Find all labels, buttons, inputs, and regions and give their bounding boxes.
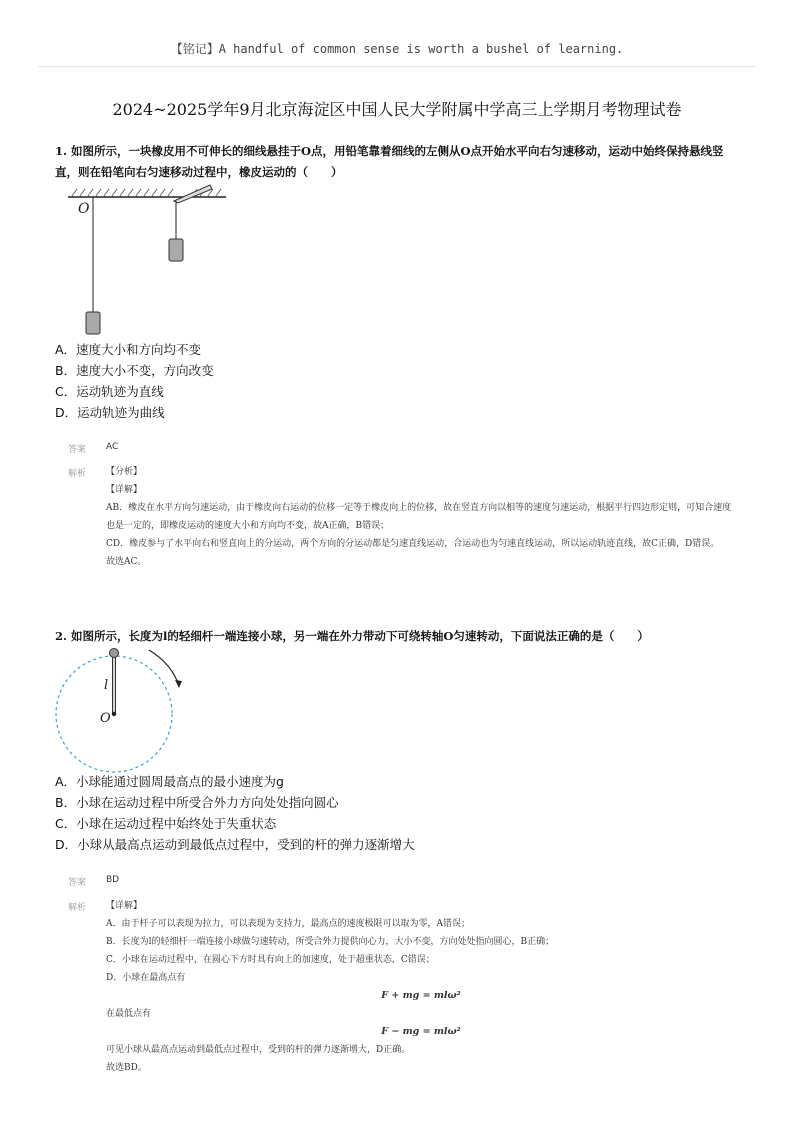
- q1-expl-line: CD．橡皮参与了水平向右和竖直向上的分运动，两个方向的分运动都是匀速直线运动，合运动也为匀速直线运动，所以运动轨迹直线，故C正确，D错误。: [106, 539, 720, 549]
- q1-explanation-label: 解析: [68, 469, 87, 479]
- rotation-arrow-icon: [149, 650, 179, 686]
- q1-option-b: B．速度大小不变，方向改变: [55, 363, 214, 378]
- ball: [110, 649, 119, 658]
- q1-expl-line: AB．橡皮在水平方向匀速运动，由于橡皮向右运动的位移一定等于橡皮向上的位移，故在竖直方向以相等的速度匀速运动，根据平行四边形定则，可知合速度也是一定的，即橡皮运动的速度大小和方向均不变，故A正确，B错误；: [106, 503, 732, 531]
- q2-expl-line: 【详解】: [106, 901, 143, 911]
- q1-answer-label: 答案: [68, 445, 87, 455]
- q2-expl-line: C．小球在运动过程中，在圆心下方时具有向上的加速度，处于超重状态，C错误；: [106, 955, 435, 965]
- q2-explanation: [106, 897, 736, 1077]
- q2-expl-line: 可见小球从最高点运动到最低点过程中，受到的杆的弹力逐渐增大，D正确。: [106, 1045, 411, 1055]
- point-o-label: O: [78, 201, 90, 217]
- q2-answer-value: BD: [106, 875, 120, 885]
- q2-expl-line: 在最低点有: [106, 1009, 152, 1019]
- rod-length-label: l: [104, 678, 109, 693]
- pivot-o-label: O: [100, 711, 111, 726]
- q2-options: [55, 771, 415, 855]
- q2-expl-line: D．小球在最高点有: [106, 973, 186, 983]
- q2-expl-line: B．长度为l的轻细杆一端连接小球做匀速转动，所受合外力提供向心力，大小不变，方向处处指向圆心，B正确；: [106, 937, 555, 947]
- q2-expl-line: 故选BD。: [106, 1063, 147, 1073]
- q1-expl-line: 【详解】: [106, 485, 143, 495]
- q2-option-c: C．小球在运动过程中始终处于失重状态: [55, 816, 277, 831]
- q2-option-a: A．小球能通过圆周最高点的最小速度为g: [55, 774, 284, 789]
- q1-options: [55, 339, 214, 423]
- formula-bottom: F − mg = mlω²: [381, 1026, 461, 1037]
- q1-expl-line: 【分析】: [106, 467, 143, 477]
- q1-option-a: A．速度大小和方向均不变: [55, 342, 202, 357]
- q1-option-c: C．运动轨迹为直线: [55, 384, 164, 399]
- q2-option-d: D．小球从最高点运动到最低点过程中，受到的杆的弹力逐渐增大: [55, 837, 415, 852]
- q1-option-d: D．运动轨迹为曲线: [55, 405, 165, 420]
- q2-stem: 2. 如图所示，长度为l的轻细杆一端连接小球，另一端在外力带动下可绕转轴O匀速转动，下面说法正确的是（ ）: [55, 629, 649, 643]
- page-title: 2024~2025学年9月北京海淀区中国人民大学附属中学高三上学期月考物理试卷: [112, 100, 682, 119]
- pencil-icon: [174, 185, 212, 203]
- header-divider: [38, 66, 756, 67]
- q2-expl-line: A．由于杆子可以表现为拉力，可以表现为支持力，最高点的速度极限可以取为零，A错误；: [106, 919, 471, 929]
- q2-figure: [52, 644, 192, 772]
- q1-expl-line: 故选AC。: [106, 557, 147, 567]
- pivot-o: [112, 712, 116, 716]
- page-header-motto: 【铭记】A handful of common sense is worth a bushel of learning.: [170, 42, 624, 56]
- q2-explanation-label: 解析: [68, 903, 87, 913]
- eraser-left: [86, 312, 100, 334]
- q1-explanation: [106, 463, 736, 571]
- q2-option-b: B．小球在运动过程中所受合外力方向处处指向圆心: [55, 795, 339, 810]
- q1-answer-value: AC: [106, 442, 119, 452]
- q2-answer-label: 答案: [68, 878, 87, 888]
- eraser-right: [169, 239, 183, 261]
- q1-stem: 1. 如图所示，一块橡皮用不可伸长的细线悬挂于O点，用铅笔靠着细线的左侧从O点开始水平向右匀速移动，运动中始终保持悬线竖直，则在铅笔向右匀速移动过程中，橡皮运动的（ ）: [55, 144, 724, 179]
- formula-top: F + mg = mlω²: [381, 990, 461, 1001]
- q1-figure: [62, 183, 232, 338]
